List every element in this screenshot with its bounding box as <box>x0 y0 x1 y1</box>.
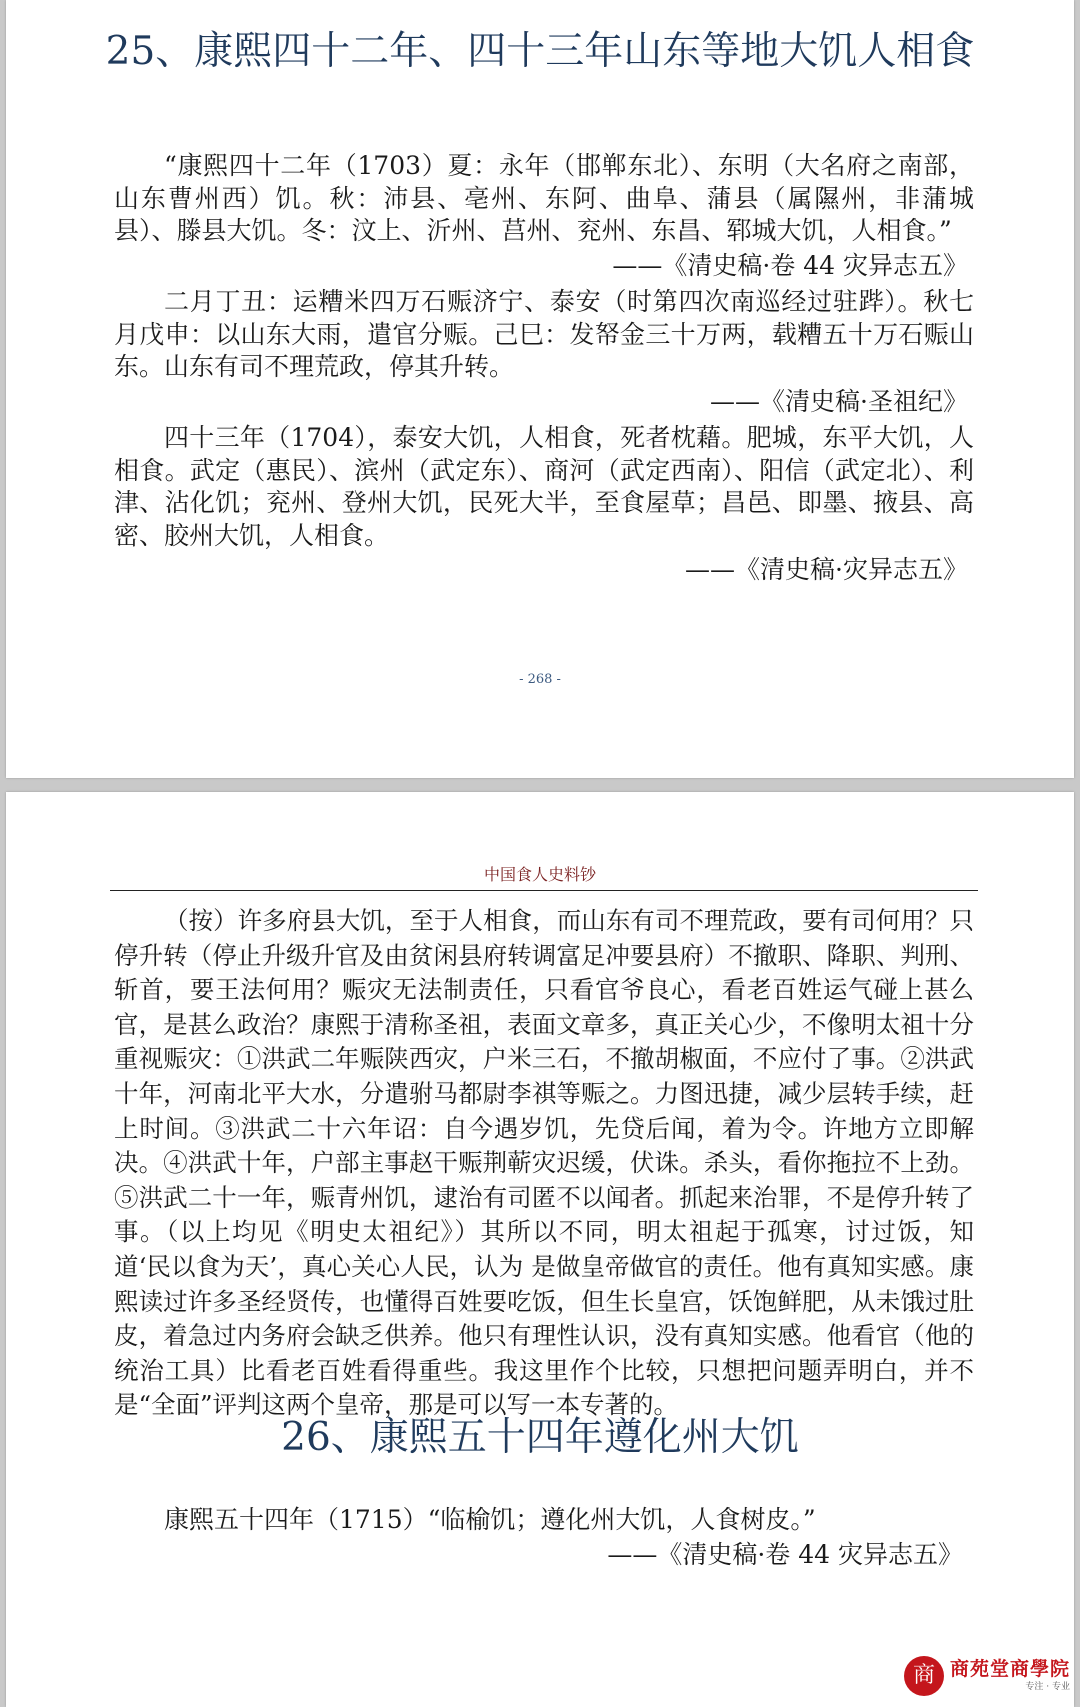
watermark-logo <box>904 1651 1074 1701</box>
paragraph-1704-famine: 四十三年（1704），泰安大饥，人相食，死者枕藉。肥城，东平大饥，人相食。武定（惠民）、滨州（武定东）、商河（武定西南）、阳信（武定北）、利津、沾化饥；兖州、登州大饥，民死大半，至食屋草；昌邑、即墨、掖县、高密、胶州大饥，人相食。 <box>114 423 974 550</box>
logo-name: 商苑堂商學院 <box>950 1658 1071 1680</box>
author-note <box>114 904 974 1423</box>
page-number: - 268 - <box>519 672 561 687</box>
page1-body <box>114 150 974 591</box>
source-citation-1: ——《清史稿·卷 44 灾异志五》 <box>612 250 968 280</box>
paragraph-relief: 二月丁丑：运糟米四万石赈济宁、泰安（时第四次南巡经过驻跸）。秋七月戊申：以山东大雨，遣官分赈。己巳：发帑金三十万两，载糟五十万石赈山东。山东有司不理荒政，停其升转。 <box>114 287 974 381</box>
page-269 <box>6 792 1074 1707</box>
page-268 <box>6 0 1074 778</box>
source-citation-3: ——《清史稿·灾异志五》 <box>685 555 968 584</box>
quote-block <box>114 1504 969 1575</box>
chapter-title-26: 26、康熙五十四年遵化州大饥 <box>281 1415 799 1460</box>
chapter-title-25: 25、康熙四十二年、四十三年山东等地大饥人相食 <box>105 29 975 74</box>
paragraph-1715-famine: 康熙五十四年（1715）“临榆饥；遵化州大饥，人食树皮。” <box>164 1505 816 1534</box>
logo-text <box>950 1660 1070 1692</box>
note-paragraph: （按）许多府县大饥，至于人相食，而山东有司不理荒政，要有司何用？只停升转（停止升级升官及由贫闲县府转调富足冲要县府）不撤职、降职、判刑、斩首，要王法何用？赈灾无法制责任，只看官爷良心，看老百姓运气碰上甚么官，是甚么政治？康熙于清称圣祖，表面文章多，真正关心少，不像明太祖十分重视赈灾：①洪武二年赈陕西灾，户米三石，不撤胡椒面，不应付了事。②洪武十年，河南北平大水，分遣驸马都尉李祺等赈之。力图迅捷，减少层转手续，赶上时间。③洪武二十六年诏：自今遇岁饥，先贷后闻，着为令。许地方立即解决。④洪武十年，户部主事赵干赈荆蕲灾迟缓，伏诛。杀头，看你拖拉不上劲。⑤洪武二十一年，赈青州饥，逮治有司匿不以闻者。抓起来治罪，不是停升转了事。（以上均见《明史太祖纪》）其所以不同，明太祖起于孤寒，讨过饭，知道‘民以食为天’，真心关心人民，认为 是做皇帝做官的责任。他有真知实感。康熙读过许多圣经贤传，也懂得百姓要吃饭，但生长皇宫，饫饱鲜肥，从未饿过肚皮，着急过内务府会缺乏供养。他只有理性认识，没有真知实感。他看官（他的统治工具）比看老百姓看得重些。我这里作个比较，只想把问题弄明白，并不是“全面”评判这两个皇帝，那是可以写一本专著的。 <box>114 906 974 1420</box>
paragraph-1703-famine: “康熙四十二年（1703）夏：永年（邯郸东北）、东明（大名府之南部，山东曹州西）饥。秋：沛县、亳州、东阿、曲阜、蒲县（属隰州，非蒲城县）、滕县大饥。冬：汶上、沂州、莒州、兖州、东昌、郓城大饥，人相食。” <box>114 151 974 245</box>
source-citation-4: ——《清史稿·卷 44 灾异志五》 <box>607 1539 963 1569</box>
source-citation-2: ——《清史稿·圣祖纪》 <box>710 386 968 416</box>
logo-slogan: 专注 · 专业 <box>1025 1682 1071 1692</box>
running-header: 中国食人史料钞 <box>483 865 596 884</box>
header-rule <box>110 890 978 891</box>
logo-icon: 商 <box>904 1656 944 1696</box>
